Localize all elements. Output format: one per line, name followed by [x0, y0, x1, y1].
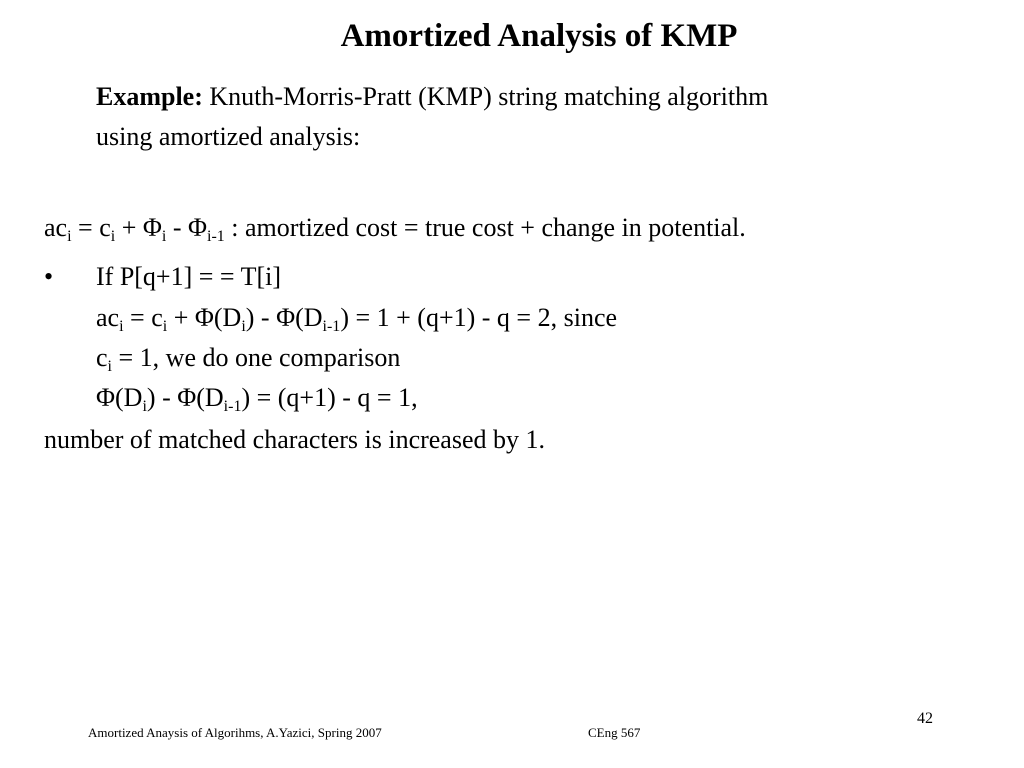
formula-description: : amortized cost = true cost + change in potential.	[224, 213, 746, 242]
formula-eq-c: = c	[71, 213, 111, 242]
potential-result: ) = (q+1) - q = 1,	[241, 383, 418, 412]
slide-title: Amortized Analysis of KMP	[340, 18, 738, 54]
example-text: Knuth-Morris-Pratt (KMP) string matching algorithm	[202, 82, 769, 111]
true-cost-sub-i: i	[107, 358, 112, 375]
calc-sub-im1: i-1	[322, 318, 341, 335]
potential-phi-d: Φ(D	[96, 383, 143, 412]
calc-eq-c: = c	[123, 303, 163, 332]
potential-sub-im1: i-1	[223, 398, 242, 415]
calc-sub-i-2: i	[162, 318, 168, 335]
true-cost-text: = 1, we do one comparison	[112, 343, 401, 372]
formula-sub-i-2: i	[110, 228, 116, 245]
calc-ac: ac	[96, 303, 120, 332]
potential-change-line	[96, 383, 418, 413]
conclusion-line: number of matched characters is increased by 1.	[44, 425, 546, 454]
bullet-condition: If P[q+1] = = T[i]	[96, 262, 282, 291]
footer-course-info: Amortized Anaysis of Algorihms, A.Yazici, Spring 2007	[88, 725, 382, 740]
amortized-cost-calc	[96, 303, 617, 333]
formula-plus-phi: + Φ	[115, 213, 162, 242]
true-cost-line	[96, 343, 400, 373]
bullet-marker: •	[44, 262, 54, 291]
calc-minus-phi-d: ) - Φ(D	[245, 303, 323, 332]
example-text-2: using amortized analysis:	[96, 122, 361, 151]
formula-sub-i: i	[67, 228, 72, 245]
example-line-2	[96, 122, 360, 152]
formula-sub-im1: i-1	[207, 228, 225, 245]
formula-ac: ac	[44, 213, 68, 242]
example-line	[96, 82, 768, 112]
page-number: 42	[917, 710, 933, 727]
potential-sub-i: i	[142, 398, 147, 415]
potential-minus-phi-d: ) - Φ(D	[146, 383, 224, 412]
footer-course-code: CEng 567	[588, 725, 641, 740]
amortized-cost-formula	[44, 213, 746, 243]
formula-sub-i-3: i	[161, 228, 167, 245]
calc-phi-d: + Φ(D	[167, 303, 242, 332]
true-cost-c: c	[96, 343, 108, 372]
calc-sub-i-3: i	[241, 318, 246, 335]
formula-minus-phi: - Φ	[166, 213, 207, 242]
example-label: Example:	[96, 82, 203, 111]
calc-sub-i: i	[119, 318, 124, 335]
calc-result: ) = 1 + (q+1) - q = 2, since	[340, 303, 618, 332]
